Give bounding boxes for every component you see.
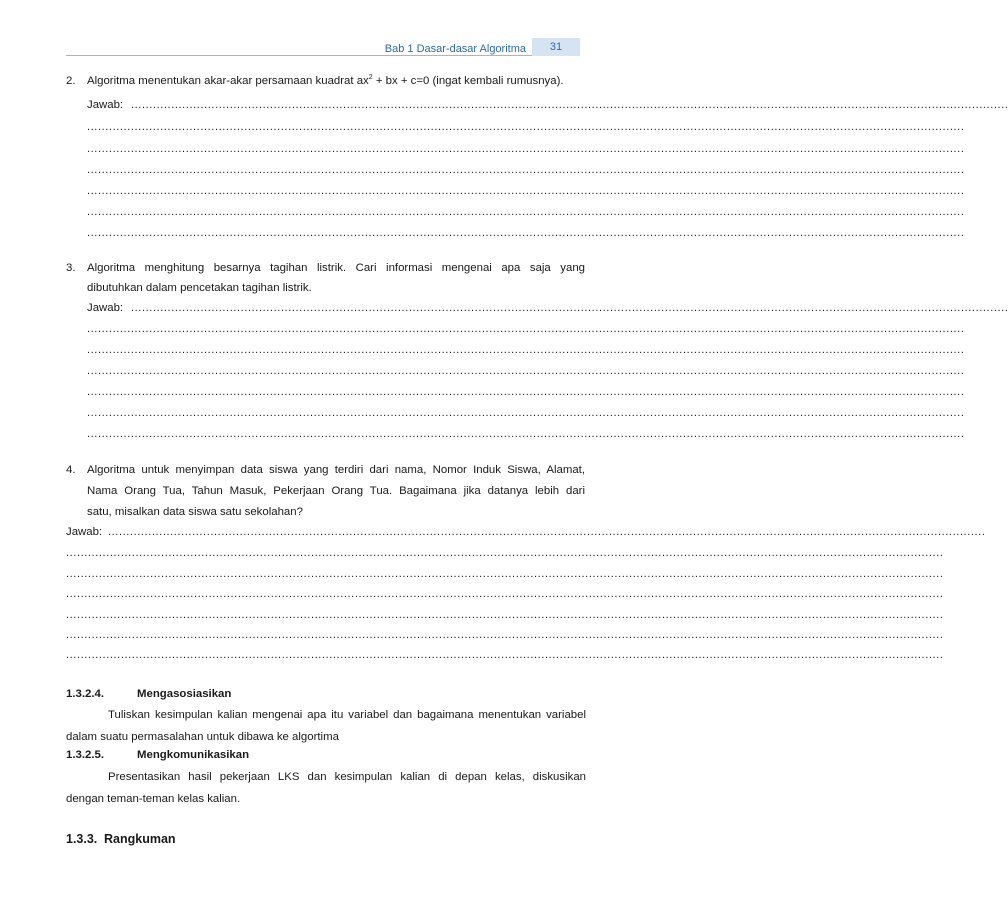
answer-line[interactable]: ................................................................................................................................................................................................................................................ <box>87 365 965 377</box>
answer-line[interactable]: ................................................................................................................................................................................................................................................ <box>87 185 965 197</box>
question-4-text-line1: Algoritma untuk menyimpan data siswa yang terdiri dari nama, Nomor Induk Siswa, Alamat, <box>87 464 585 476</box>
section-1325-text-line2: dengan teman-teman kelas kalian. <box>66 793 241 805</box>
section-133-number: 1.3.3. <box>66 832 98 846</box>
answer-line[interactable]: ................................................................................................................................................................................................................................................ <box>66 609 944 621</box>
section-1325-title: Mengkomunikasikan <box>137 749 250 761</box>
answer-line[interactable]: ................................................................................................................................................................................................................................................ <box>66 588 944 600</box>
question-2-number: 2. <box>66 75 76 87</box>
answer-line[interactable]: ................................................................................................................................................................................................................................................ <box>87 227 965 239</box>
answer-line[interactable]: ................................................................................................................................................................................................................................................ <box>66 547 944 559</box>
answer-line[interactable]: ................................................................................................................................................................................................................................................ <box>108 526 986 538</box>
answer-line[interactable]: ................................................................................................................................................................................................................................................ <box>87 164 965 176</box>
answer-line[interactable]: ................................................................................................................................................................................................................................................ <box>87 323 965 335</box>
chapter-title: Bab 1 Dasar-dasar Algoritma <box>384 43 526 55</box>
answer-line[interactable]: ................................................................................................................................................................................................................................................ <box>87 344 965 356</box>
answer-line[interactable]: ................................................................................................................................................................................................................................................ <box>87 407 965 419</box>
answer-line[interactable]: ................................................................................................................................................................................................................................................ <box>87 386 965 398</box>
question-4-text-line3: satu, misalkan data siswa satu sekolahan? <box>87 506 303 518</box>
section-1324-text-line2: dalam suatu permasalahan untuk dibawa ke algortima <box>66 731 339 743</box>
question-2-text: Algoritma menentukan akar-akar persamaan kuadrat $ax^2$ + bx + c=0 (ingat kembali rumusnya). <box>87 74 564 87</box>
section-1324-title: Mengasosiasikan <box>137 688 232 700</box>
section-1325-number: 1.3.2.5. <box>66 749 104 761</box>
section-1324-number: 1.3.2.4. <box>66 688 104 700</box>
page-number: 31 <box>549 41 563 53</box>
question-4-answer-label: Jawab: <box>66 526 103 538</box>
answer-line[interactable]: ................................................................................................................................................................................................................................................ <box>87 206 965 218</box>
question-4-text-line2: Nama Orang Tua, Tahun Masuk, Pekerjaan Orang Tua. Bagaimana jika datanya lebih dari <box>87 485 585 497</box>
question-4-number: 4. <box>66 464 76 476</box>
answer-line[interactable]: ................................................................................................................................................................................................................................................ <box>66 568 944 580</box>
answer-line[interactable]: ................................................................................................................................................................................................................................................ <box>131 302 1008 314</box>
section-1325-text-line1: Presentasikan hasil pekerjaan LKS dan kesimpulan kalian di depan kelas, diskusikan <box>108 771 586 783</box>
section-1324-text-line1: Tuliskan kesimpulan kalian mengenai apa itu variabel dan bagaimana menentukan variabel <box>108 709 586 721</box>
answer-line[interactable]: ................................................................................................................................................................................................................................................ <box>131 99 1008 111</box>
answer-line[interactable]: ................................................................................................................................................................................................................................................ <box>87 121 965 133</box>
answer-line[interactable]: ................................................................................................................................................................................................................................................ <box>87 428 965 440</box>
answer-line[interactable]: ................................................................................................................................................................................................................................................ <box>87 143 965 155</box>
question-3-answer-label: Jawab: <box>87 302 124 314</box>
question-3-text-line2: dibutuhkan dalam pencetakan tagihan listrik. <box>87 282 312 294</box>
question-2-answer-label: Jawab: <box>87 99 124 111</box>
section-133-title: Rangkuman <box>104 832 176 846</box>
question-3-text-line1: Algoritma menghitung besarnya tagihan listrik. Cari informasi mengenai apa saja yang <box>87 262 585 274</box>
header-rule <box>66 55 580 56</box>
question-3-number: 3. <box>66 262 76 274</box>
answer-line[interactable]: ................................................................................................................................................................................................................................................ <box>66 629 944 641</box>
answer-line[interactable]: ................................................................................................................................................................................................................................................ <box>66 649 944 661</box>
